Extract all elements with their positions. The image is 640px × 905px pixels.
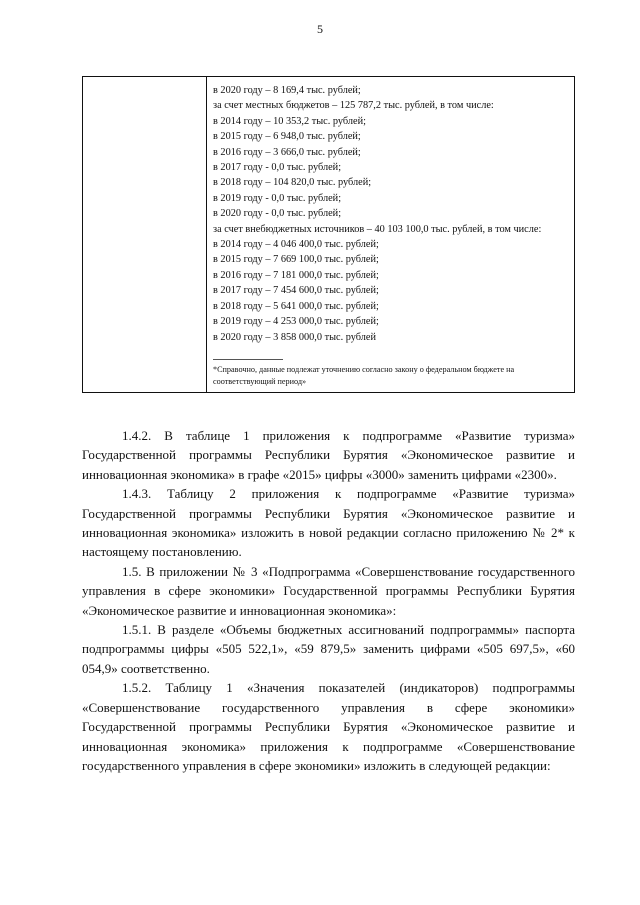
table-row (83, 77, 575, 393)
table-line: в 2020 году - 0,0 тыс. рублей; (213, 208, 342, 220)
table-line: в 2018 году – 5 641 000,0 тыс. рублей; (213, 300, 379, 312)
table-line: в 2020 году – 8 169,4 тыс. рублей; (213, 85, 361, 96)
table-line: в 2016 году – 3 666,0 тыс. рублей; (213, 146, 361, 158)
table-line: за счет местных бюджетов – 125 787,2 тыс. рублей, в том числе: (213, 100, 494, 112)
paragraph-1-4-2: 1.4.2. В таблице 1 приложения к подпрограмме «Развитие туризма» Государственной программы Республики Бурятия «Экономическое развитие и инновационная экономика» в графе «2015» цифры «3000» заменить цифрами «2300». (82, 428, 575, 482)
footnote: *Справочно, данные подлежат уточнению согласно закону о федеральном бюджете на соответствующий период» (213, 364, 515, 386)
table-line: в 2015 году – 6 948,0 тыс. рублей; (213, 131, 361, 143)
budget-table (82, 76, 575, 393)
paragraph-1-5: 1.5. В приложении № 3 «Подпрограмма «Совершенствование государственного управления в сфере экономики» Государственной программы Республики Бурятия «Экономическое развитие и инновационная экономика»: (82, 563, 575, 618)
table-line: в 2016 году – 7 181 000,0 тыс. рублей; (213, 269, 379, 281)
table-line: в 2020 году – 3 858 000,0 тыс. рублей (213, 331, 376, 343)
paragraph-1-4-3: 1.4.3. Таблицу 2 приложения к подпрограмме «Развитие туризма» Государственной программы Республики Бурятия «Экономическое развитие и инновационная экономика» изложить в новой редакции согласно приложению № 2* к настоящему постановлению. (82, 486, 575, 560)
paragraph-1-5-1: 1.5.1. В разделе «Объемы бюджетных ассигнований подпрограммы» паспорта подпрограммы цифры «505 522,1», «59 879,5» заменить цифрами «505 697,5», «60 054,9» соответственно. (82, 622, 575, 676)
table-line: в 2018 году – 104 820,0 тыс. рублей; (213, 177, 372, 189)
body-text (82, 426, 575, 775)
table-line: за счет внебюджетных источников – 40 103 100,0 тыс. рублей, в том числе: (213, 223, 542, 235)
table-line: в 2017 году – 7 454 600,0 тыс. рублей; (213, 285, 379, 297)
table-line: в 2014 году – 4 046 400,0 тыс. рублей; (213, 239, 379, 251)
table-line: в 2014 году – 10 353,2 тыс. рублей; (213, 115, 366, 127)
table-line: в 2015 году – 7 669 100,0 тыс. рублей; (213, 254, 379, 266)
page-number: 5 (317, 22, 323, 36)
table-cell-financing (207, 77, 575, 393)
footnote-divider (213, 359, 283, 360)
paragraph-1-5-2: 1.5.2. Таблицу 1 «Значения показателей (индикаторов) подпрограммы «Совершенствование государственного управления в сфере экономики» Государственной программы Республики Бурятия «Экономическое развитие и инновационная экономика» приложения к подпрограмме «Совершенствование государственного управления в сфере экономики» изложить в следующей редакции: (82, 680, 575, 773)
table-line: в 2019 году – 4 253 000,0 тыс. рублей; (213, 316, 379, 328)
table-line: в 2019 году - 0,0 тыс. рублей; (213, 192, 342, 204)
table-cell-empty (83, 77, 207, 393)
table-line: в 2017 году - 0,0 тыс. рублей; (213, 162, 342, 174)
